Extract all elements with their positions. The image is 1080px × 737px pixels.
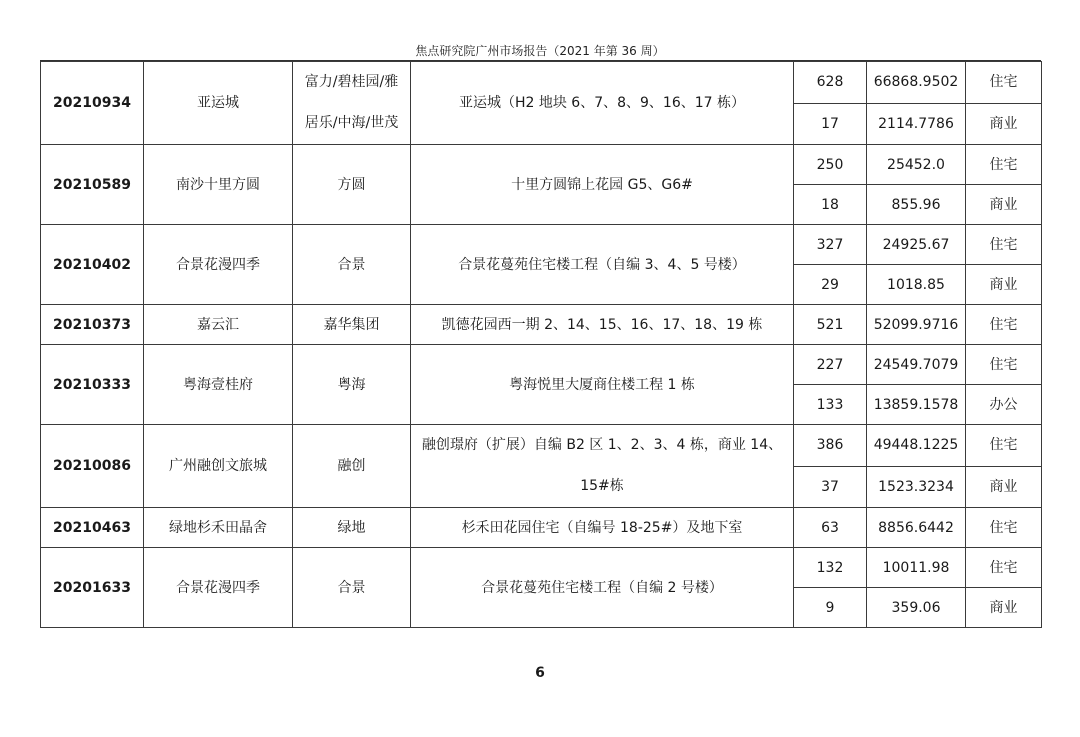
units-cell: 133 bbox=[794, 385, 867, 425]
permit-id-cell: 20210373 bbox=[41, 305, 144, 345]
building-cell: 粤海悦里大厦商住楼工程 1 栋 bbox=[411, 345, 794, 425]
usage-cell: 住宅 bbox=[966, 145, 1042, 185]
developer-cell: 合景 bbox=[293, 548, 411, 628]
usage-cell: 办公 bbox=[966, 385, 1042, 425]
table-row bbox=[41, 345, 1042, 385]
usage-cell: 商业 bbox=[966, 265, 1042, 305]
building-cell: 融创璟府（扩展）自编 B2 区 1、2、3、4 栋，商业 14、15#栋 bbox=[411, 425, 794, 508]
usage-cell: 住宅 bbox=[966, 508, 1042, 548]
project-name-cell: 嘉云汇 bbox=[144, 305, 293, 345]
building-cell: 合景花蔓苑住宅楼工程（自编 2 号楼） bbox=[411, 548, 794, 628]
project-name-cell: 亚运城 bbox=[144, 62, 293, 145]
area-cell: 8856.6442 bbox=[867, 508, 966, 548]
units-cell: 132 bbox=[794, 548, 867, 588]
units-cell: 628 bbox=[794, 62, 867, 104]
permit-id-cell: 20210589 bbox=[41, 145, 144, 225]
units-cell: 521 bbox=[794, 305, 867, 345]
developer-cell: 富力/碧桂园/雅居乐/中海/世茂 bbox=[293, 62, 411, 145]
area-cell: 2114.7786 bbox=[867, 103, 966, 145]
usage-cell: 住宅 bbox=[966, 425, 1042, 467]
usage-cell: 商业 bbox=[966, 588, 1042, 628]
building-cell: 凯德花园西一期 2、14、15、16、17、18、19 栋 bbox=[411, 305, 794, 345]
presale-permit-table bbox=[40, 61, 1042, 628]
units-cell: 17 bbox=[794, 103, 867, 145]
developer-cell: 绿地 bbox=[293, 508, 411, 548]
table-row bbox=[41, 145, 1042, 185]
units-cell: 29 bbox=[794, 265, 867, 305]
page-header: 焦点研究院广州市场报告（2021 年第 36 周） bbox=[415, 44, 665, 58]
permit-id-cell: 20210086 bbox=[41, 425, 144, 508]
developer-cell: 嘉华集团 bbox=[293, 305, 411, 345]
area-cell: 359.06 bbox=[867, 588, 966, 628]
developer-cell: 粤海 bbox=[293, 345, 411, 425]
area-cell: 24549.7079 bbox=[867, 345, 966, 385]
usage-cell: 住宅 bbox=[966, 345, 1042, 385]
building-cell: 亚运城（H2 地块 6、7、8、9、16、17 栋） bbox=[411, 62, 794, 145]
permit-id-cell: 20210934 bbox=[41, 62, 144, 145]
building-cell: 合景花蔓苑住宅楼工程（自编 3、4、5 号楼） bbox=[411, 225, 794, 305]
table-row bbox=[41, 305, 1042, 345]
table-row bbox=[41, 425, 1042, 467]
permit-id-cell: 20210463 bbox=[41, 508, 144, 548]
developer-cell: 融创 bbox=[293, 425, 411, 508]
usage-cell: 住宅 bbox=[966, 305, 1042, 345]
usage-cell: 商业 bbox=[966, 466, 1042, 508]
area-cell: 1523.3234 bbox=[867, 466, 966, 508]
usage-cell: 商业 bbox=[966, 185, 1042, 225]
table-row bbox=[41, 508, 1042, 548]
area-cell: 855.96 bbox=[867, 185, 966, 225]
units-cell: 18 bbox=[794, 185, 867, 225]
units-cell: 37 bbox=[794, 466, 867, 508]
usage-cell: 住宅 bbox=[966, 225, 1042, 265]
table-row bbox=[41, 225, 1042, 265]
area-cell: 13859.1578 bbox=[867, 385, 966, 425]
project-name-cell: 合景花漫四季 bbox=[144, 225, 293, 305]
building-cell: 杉禾田花园住宅（自编号 18-25#）及地下室 bbox=[411, 508, 794, 548]
table-row bbox=[41, 62, 1042, 104]
area-cell: 66868.9502 bbox=[867, 62, 966, 104]
area-cell: 10011.98 bbox=[867, 548, 966, 588]
area-cell: 24925.67 bbox=[867, 225, 966, 265]
building-cell: 十里方圆锦上花园 G5、G6# bbox=[411, 145, 794, 225]
area-cell: 25452.0 bbox=[867, 145, 966, 185]
usage-cell: 住宅 bbox=[966, 548, 1042, 588]
table-row bbox=[41, 548, 1042, 588]
units-cell: 9 bbox=[794, 588, 867, 628]
project-name-cell: 绿地杉禾田晶舍 bbox=[144, 508, 293, 548]
project-name-cell: 广州融创文旅城 bbox=[144, 425, 293, 508]
area-cell: 52099.9716 bbox=[867, 305, 966, 345]
developer-cell: 合景 bbox=[293, 225, 411, 305]
permit-id-cell: 20201633 bbox=[41, 548, 144, 628]
project-name-cell: 合景花漫四季 bbox=[144, 548, 293, 628]
permit-id-cell: 20210402 bbox=[41, 225, 144, 305]
area-cell: 1018.85 bbox=[867, 265, 966, 305]
units-cell: 327 bbox=[794, 225, 867, 265]
units-cell: 63 bbox=[794, 508, 867, 548]
project-name-cell: 南沙十里方圆 bbox=[144, 145, 293, 225]
usage-cell: 住宅 bbox=[966, 62, 1042, 104]
permit-id-cell: 20210333 bbox=[41, 345, 144, 425]
units-cell: 386 bbox=[794, 425, 867, 467]
usage-cell: 商业 bbox=[966, 103, 1042, 145]
units-cell: 227 bbox=[794, 345, 867, 385]
area-cell: 49448.1225 bbox=[867, 425, 966, 467]
page-number: 6 bbox=[535, 665, 545, 681]
developer-cell: 方圆 bbox=[293, 145, 411, 225]
units-cell: 250 bbox=[794, 145, 867, 185]
project-name-cell: 粤海壹桂府 bbox=[144, 345, 293, 425]
